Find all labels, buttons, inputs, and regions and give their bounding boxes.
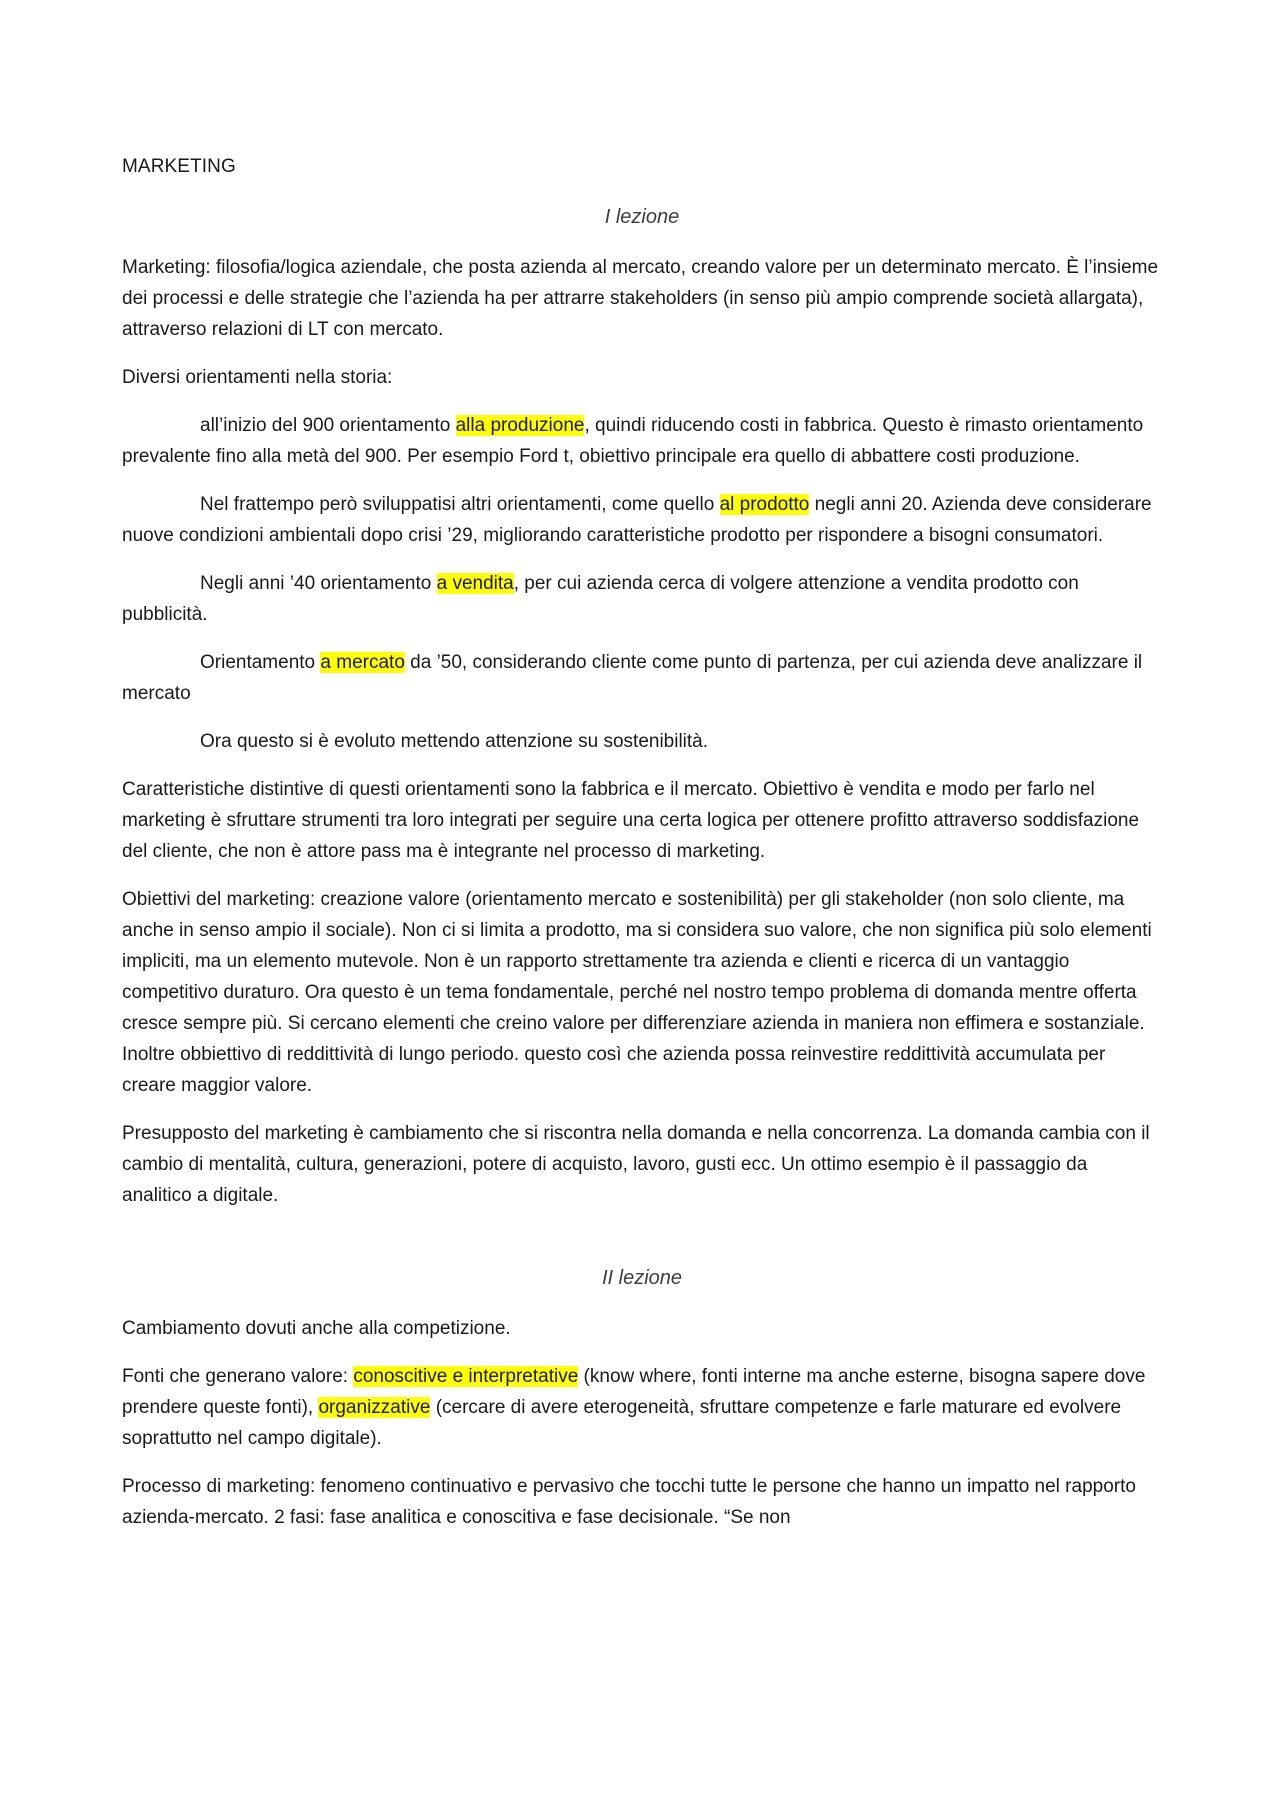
text-run: , per cui azienda cerca di volgere attenzione a vendita prodotto con pubblicità. bbox=[122, 573, 1079, 625]
text-run: Orientamento bbox=[200, 652, 321, 673]
text-run: Ora questo si è evoluto mettendo attenzione su sostenibilità. bbox=[200, 731, 709, 752]
text-run: (cercare di avere eterogeneità, sfruttare competenze e farle maturare ed evolvere soprattutto nel campo digitale). bbox=[122, 1397, 1122, 1449]
text-run: Processo di marketing: fenomeno continuativo e pervasivo che tocchi tutte le persone che hanno un impatto nel rapporto azienda-mercato. 2 fasi: fase analitica e conoscitiva e fase decisionale. “Se non bbox=[122, 1476, 1136, 1528]
text-run: Diversi orientamenti nella storia: bbox=[122, 367, 393, 388]
paragraph bbox=[122, 410, 1162, 472]
highlighted-text: al prodotto bbox=[719, 494, 810, 515]
text-run: negli anni 20. Azienda deve considerare nuove condizioni ambientali dopo crisi ’29, migliorando caratteristiche prodotto per rispondere a bisogni consumatori. bbox=[122, 494, 1152, 546]
paragraph bbox=[122, 568, 1162, 630]
text-run: , quindi riducendo costi in fabbrica. Questo è rimasto orientamento prevalente fino alla metà del 900. Per esempio Ford t, obiettivo principale era quello di abbattere costi produzione. bbox=[122, 415, 1144, 467]
text-run: all’inizio del 900 orientamento bbox=[200, 415, 456, 436]
highlighted-text: organizzative bbox=[318, 1397, 431, 1418]
text-run: Obiettivi del marketing: creazione valore (orientamento mercato e sostenibilità) per gli stakeholder (non solo cliente, ma anche in senso ampio il sociale). Non ci si limita a prodotto, ma si considera suo valore, che non significa più solo elementi impliciti, ma un elemento mutevole. Non è un rapporto strettamente tra azienda e clienti e ricerca di un vantaggio competitivo duraturo. Ora questo è un tema fondamentale, perché nel nostro tempo problema di domanda mentre offerta cresce sempre più. Si cercano elementi che creino valore per differenziare azienda in maniera non effimera e sostanziale. Inoltre obbiettivo di reddittività di lungo periodo. questo così che azienda possa reinvestire reddittività accumulata per creare maggior valore. bbox=[122, 889, 1152, 1096]
document-body bbox=[122, 202, 1162, 1533]
section-heading: I lezione bbox=[604, 206, 680, 228]
text-run: Marketing: filosofia/logica aziendale, che posta azienda al mercato, creando valore per un determinato mercato. È l’insieme dei processi e delle strategie che l’azienda ha per attrarre stakeholders (in senso più ampio comprende società allargata), attraverso relazioni di LT con mercato. bbox=[122, 257, 1159, 340]
paragraph bbox=[122, 884, 1162, 1101]
paragraph bbox=[122, 1361, 1162, 1454]
paragraph bbox=[122, 252, 1162, 345]
paragraph bbox=[122, 1313, 1162, 1344]
highlighted-text: conoscitive e interpretative bbox=[353, 1366, 579, 1387]
paragraph bbox=[122, 1118, 1162, 1211]
paragraph bbox=[122, 489, 1162, 551]
text-run: (know where, fonti interne ma anche esterne, bisogna sapere dove prendere queste fonti), bbox=[122, 1366, 1146, 1418]
paragraph bbox=[122, 362, 1162, 393]
text-run: da ’50, considerando cliente come punto di partenza, per cui azienda deve analizzare il mercato bbox=[122, 652, 1143, 704]
text-run: Fonti che generano valore: bbox=[122, 1366, 354, 1387]
text-run: Presupposto del marketing è cambiamento che si riscontra nella domanda e nella concorrenza. La domanda cambia con il cambio di mentalità, cultura, generazioni, potere di acquisto, lavoro, gusti ecc. Un ottimo esempio è il passaggio da analitico a digitale. bbox=[122, 1123, 1150, 1206]
paragraph bbox=[122, 774, 1162, 867]
section-heading: II lezione bbox=[601, 1267, 683, 1289]
paragraph bbox=[122, 1471, 1162, 1533]
document-page bbox=[122, 152, 1162, 1550]
highlighted-text: alla produzione bbox=[455, 415, 585, 436]
highlighted-text: a mercato bbox=[320, 652, 405, 673]
text-run: Cambiamento dovuti anche alla competizione. bbox=[122, 1318, 511, 1339]
document-title: MARKETING bbox=[122, 156, 236, 177]
paragraph bbox=[122, 726, 1162, 757]
text-run: Caratteristiche distintive di questi orientamenti sono la fabbrica e il mercato. Obiettivo è vendita e modo per farlo nel marketing è sfruttare strumenti tra loro integrati per seguire una certa logica per ottenere profitto attraverso soddisfazione del cliente, che non è attore pass ma è integrante nel processo di marketing. bbox=[122, 779, 1140, 862]
text-run: Negli anni ’40 orientamento bbox=[200, 573, 437, 594]
highlighted-text: a vendita bbox=[436, 573, 514, 594]
text-run: Nel frattempo però sviluppatisi altri orientamenti, come quello bbox=[200, 494, 720, 515]
paragraph bbox=[122, 647, 1162, 709]
